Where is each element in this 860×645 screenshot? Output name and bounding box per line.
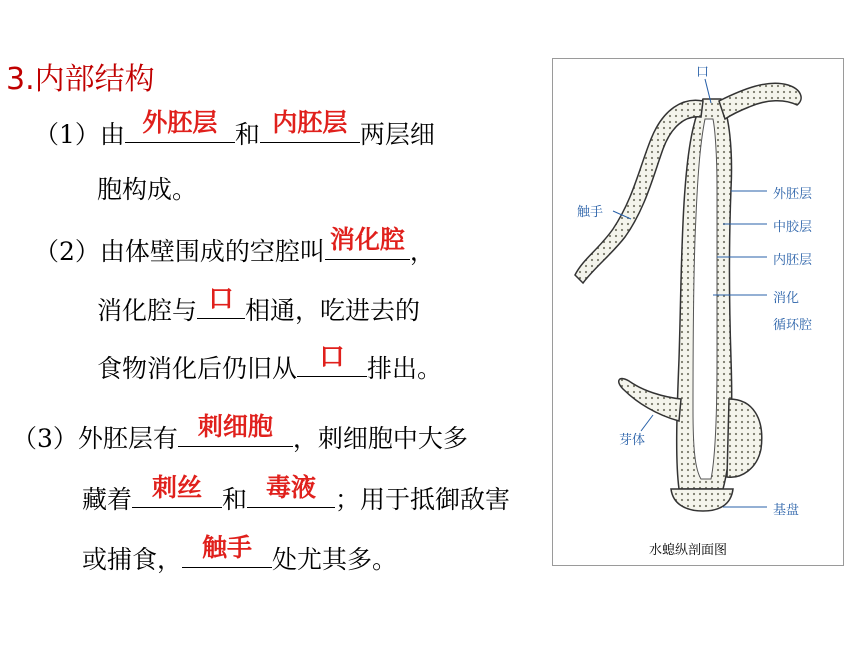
q3-blank3 xyxy=(247,473,335,508)
label-cavity-1: 消化 xyxy=(773,291,800,306)
q1-answer1: 外胚层 xyxy=(142,108,218,137)
q2-line3 xyxy=(97,342,443,384)
basal-disc xyxy=(671,489,733,511)
q1-answer2: 内胚层 xyxy=(272,108,348,137)
bud xyxy=(619,379,681,421)
q1-blank1 xyxy=(125,108,235,143)
basal-bulge xyxy=(727,399,762,477)
q1-line1 xyxy=(34,108,435,150)
q3-answer2: 刺丝 xyxy=(152,473,203,502)
label-ectoderm: 外胚层 xyxy=(773,187,813,202)
hydra-diagram xyxy=(552,58,844,566)
q3-prefix: （3）外胚层有 xyxy=(12,424,178,453)
q3-blank2 xyxy=(132,473,222,508)
q2-line1 xyxy=(34,225,435,267)
q3-line1 xyxy=(12,412,468,454)
q3-suffix: ，刺细胞中大多 xyxy=(292,424,468,453)
q3-line3-suffix: 处尤其多。 xyxy=(272,545,398,574)
q3-line2-suffix: ；用于抵御敌害 xyxy=(335,485,511,514)
section-title: 3.内部结构 xyxy=(6,62,155,97)
q2-line2-suffix: 相通，吃进去的 xyxy=(245,296,421,325)
q1-blank2 xyxy=(260,108,360,143)
q2-prefix: （2）由体壁围成的空腔叫 xyxy=(34,237,325,266)
q1-suffix: 两层细 xyxy=(359,120,435,149)
q2-line2 xyxy=(97,284,421,326)
q3-line3 xyxy=(82,533,398,575)
hydra-section-drawing xyxy=(553,59,843,565)
q2-line2-prefix: 消化腔与 xyxy=(97,296,198,325)
q3-line2-mid: 和 xyxy=(222,485,248,514)
tentacle-right xyxy=(719,83,801,119)
label-mouth: 口 xyxy=(696,65,710,80)
label-tentacle: 触手 xyxy=(577,205,604,220)
q3-answer1: 刺细胞 xyxy=(197,412,273,441)
q2-suffix: ， xyxy=(409,237,435,266)
label-cavity-2: 循环腔 xyxy=(773,318,813,333)
q2-blank3 xyxy=(297,342,367,377)
q3-line3-prefix: 或捕食， xyxy=(82,545,183,574)
q2-answer1: 消化腔 xyxy=(329,225,405,254)
q2-line3-prefix: 食物消化后仍旧从 xyxy=(97,354,298,383)
q3-blank1 xyxy=(178,412,293,447)
q3-answer4: 触手 xyxy=(202,533,253,562)
q2-line3-suffix: 排出。 xyxy=(367,354,443,383)
q1-prefix: （1）由 xyxy=(34,120,125,149)
q2-answer2: 口 xyxy=(208,284,234,313)
q3-blank4 xyxy=(182,533,272,568)
figure-caption: 水螅纵剖面图 xyxy=(649,543,728,558)
q2-answer3: 口 xyxy=(319,342,345,371)
q1-line2: 胞构成。 xyxy=(97,175,198,204)
q2-blank1 xyxy=(325,225,410,260)
label-endoderm: 内胚层 xyxy=(773,253,813,268)
label-mesoglea: 中胶层 xyxy=(773,220,813,235)
label-basal-disc: 基盘 xyxy=(773,503,800,518)
q3-line2 xyxy=(82,473,511,515)
label-bud: 芽体 xyxy=(619,433,646,448)
q1-mid: 和 xyxy=(234,120,260,149)
q3-answer3: 毒液 xyxy=(266,473,317,502)
q2-blank2 xyxy=(197,284,245,319)
q3-line2-prefix: 藏着 xyxy=(82,485,133,514)
